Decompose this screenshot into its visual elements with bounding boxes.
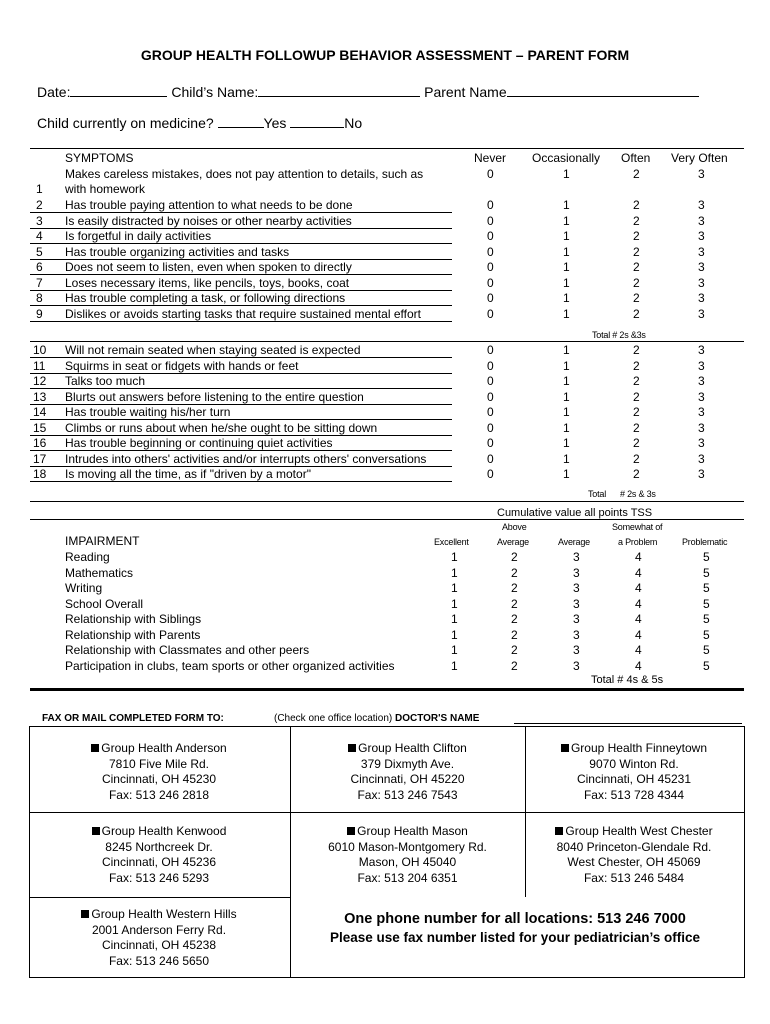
rating-option[interactable]: 1	[451, 658, 458, 673]
rating-option[interactable]: 3	[573, 627, 580, 642]
rating-option[interactable]: 2	[633, 343, 640, 357]
office-fax: Fax: 513 728 4344	[583, 787, 685, 802]
doctor-name-label: DOCTOR'S NAME	[395, 713, 480, 724]
rating-option[interactable]: 5	[703, 627, 710, 642]
rating-option[interactable]: 0	[487, 306, 494, 321]
rating-option[interactable]: 1	[451, 643, 458, 657]
rating-option[interactable]: 4	[635, 550, 642, 564]
symptom-text: Does not seem to listen, even when spoken to directly	[65, 260, 352, 274]
symptom-num: 15	[33, 420, 47, 435]
rating-option[interactable]: 3	[698, 198, 705, 212]
rating-option[interactable]: 0	[487, 436, 494, 450]
symptom-text: Has trouble paying attention to what needs to be done	[65, 198, 353, 212]
rating-option[interactable]: 4	[635, 643, 642, 657]
rating-option[interactable]: 3	[698, 467, 705, 481]
rating-option[interactable]: 5	[703, 612, 710, 626]
symptom-text: Has trouble waiting his/her turn	[65, 405, 231, 419]
total-2s-3s-a: Total # 2s &3s	[592, 330, 646, 340]
symptom-text: Squirms in seat or fidgets with hands or feet	[65, 358, 299, 373]
rating-option[interactable]: 3	[698, 405, 705, 419]
rating-option[interactable]: 5	[703, 565, 710, 580]
impairment-item: Mathematics	[65, 565, 134, 580]
office-name: Group Health Kenwood	[101, 824, 227, 838]
symptom-1-line1: Makes careless mistakes, does not pay attention to details, such as	[65, 167, 424, 181]
medicine-yes-field[interactable]	[218, 113, 264, 128]
rating-option[interactable]: 3	[573, 612, 580, 626]
rating-option[interactable]: 1	[563, 306, 570, 321]
rating-option[interactable]: 2	[633, 374, 640, 388]
rating-option[interactable]: 4	[635, 581, 642, 595]
rating-option[interactable]: 5	[703, 658, 710, 673]
rating-option[interactable]: 2	[633, 358, 640, 373]
divider	[30, 519, 744, 520]
checkbox-square-icon[interactable]	[81, 910, 89, 918]
rating-option[interactable]: 1	[563, 467, 570, 481]
rating-option[interactable]: 2	[633, 420, 640, 435]
rating-option[interactable]: 0	[487, 229, 494, 243]
rating-option[interactable]: 1	[563, 374, 570, 388]
office-street: 2001 Anderson Ferry Rd.	[91, 922, 227, 937]
rating-option[interactable]: 5	[703, 581, 710, 595]
rating-option[interactable]: 5	[703, 643, 710, 657]
scale-never: Never	[474, 151, 507, 165]
rating-option[interactable]: 3	[698, 229, 705, 243]
scale-often: Often	[621, 151, 651, 165]
fax-check-line	[274, 713, 479, 724]
office-fax: Fax: 513 246 5650	[108, 953, 210, 968]
scale-above-top: Above	[502, 522, 527, 532]
rating-option[interactable]: 2	[511, 596, 518, 611]
symptom-text: Is forgetful in daily activities	[65, 229, 212, 243]
rating-option[interactable]: 2	[633, 405, 640, 419]
phone-line-2: Please use fax number listed for your pediatrician’s office	[329, 930, 701, 945]
office-option[interactable]	[525, 824, 743, 886]
symptom-1-num: 1	[36, 182, 43, 196]
rating-option[interactable]: 0	[487, 420, 494, 435]
office-fax: Fax: 513 246 2818	[108, 787, 210, 802]
parent-name-label: Parent Name	[424, 84, 507, 100]
rating-option[interactable]: 0	[487, 451, 494, 466]
rating-option[interactable]: 3	[573, 643, 580, 657]
office-name: Group Health Clifton	[358, 741, 467, 755]
symptom-num: 10	[33, 343, 47, 357]
office-city: Cincinnati, OH 45230	[101, 772, 217, 786]
symptom-num: 9	[36, 306, 43, 321]
symptom-text: Is easily distracted by noises or other nearby activities	[65, 213, 352, 228]
symptom-num: 4	[36, 229, 43, 243]
symptom-text: Has trouble beginning or continuing quiet activities	[65, 436, 333, 450]
rating-option[interactable]: 3	[698, 358, 705, 373]
impairment-item: Relationship with Parents	[65, 627, 201, 642]
symptom-text: Has trouble completing a task, or following directions	[65, 291, 346, 305]
symptom-text: Dislikes or avoids starting tasks that require sustained mental effort	[65, 306, 421, 321]
rating-option[interactable]: 4	[635, 612, 642, 626]
total-2s-3s-b: # 2s & 3s	[620, 489, 656, 499]
rating-option[interactable]: 5	[703, 596, 710, 611]
grid-line	[30, 812, 744, 813]
rating-option[interactable]: 1	[563, 389, 570, 404]
symptom-1-often[interactable]: 2	[633, 167, 640, 181]
check-office-text: (Check one office location)	[274, 713, 393, 724]
rating-option[interactable]: 2	[511, 643, 518, 657]
parent-name-field[interactable]	[507, 82, 699, 97]
rating-option[interactable]: 1	[563, 213, 570, 228]
symptom-1-very-often[interactable]: 3	[698, 167, 705, 181]
impairment-item: Participation in clubs, team sports or other organized activities	[65, 658, 395, 673]
doctor-name-field[interactable]	[514, 723, 742, 724]
rating-option[interactable]: 3	[698, 275, 705, 290]
rating-option[interactable]: 3	[698, 374, 705, 388]
checkbox-square-icon[interactable]	[348, 744, 356, 752]
office-name: Group Health Western Hills	[91, 907, 237, 921]
symptom-text: Will not remain seated when staying seated is expected	[65, 343, 361, 357]
office-city: Cincinnati, OH 45231	[576, 772, 692, 786]
symptom-text: Has trouble organizing activities and tasks	[65, 244, 290, 259]
office-city: Mason, OH 45040	[358, 855, 457, 869]
office-option[interactable]	[290, 824, 525, 886]
scale-somewhat-top: Somewhat of	[612, 522, 663, 532]
rating-option[interactable]: 1	[563, 343, 570, 357]
office-option[interactable]	[29, 741, 289, 803]
office-fax: Fax: 513 204 6351	[357, 870, 458, 885]
office-name-line	[525, 741, 743, 757]
rating-option[interactable]: 3	[573, 596, 580, 611]
symptom-num: 17	[33, 451, 47, 466]
rating-option[interactable]: 0	[487, 198, 494, 212]
symptom-num: 8	[36, 291, 43, 305]
rating-option[interactable]: 1	[563, 198, 570, 212]
checkbox-square-icon[interactable]	[555, 827, 563, 835]
office-name-line	[290, 824, 525, 840]
office-name: Group Health West Chester	[565, 824, 713, 838]
symptom-text: Talks too much	[65, 374, 146, 388]
office-street: 6010 Mason-Montgomery Rd.	[328, 839, 487, 854]
symptom-1-line2: with homework	[65, 182, 146, 196]
rating-option[interactable]: 1	[451, 612, 458, 626]
cumulative-tss: Cumulative value all points TSS	[497, 507, 653, 519]
rating-option[interactable]: 3	[698, 306, 705, 321]
scale-problematic: Problematic	[682, 537, 728, 547]
rating-option[interactable]: 3	[698, 436, 705, 450]
rating-option[interactable]: 2	[511, 612, 518, 626]
scale-occasionally: Occasionally	[532, 151, 601, 165]
form-title: GROUP HEALTH FOLLOWUP BEHAVIOR ASSESSMENT – PARENT FORM	[140, 47, 630, 63]
thick-divider	[30, 688, 744, 691]
checkbox-square-icon[interactable]	[92, 827, 100, 835]
symptom-num: 18	[33, 467, 47, 481]
rating-option[interactable]: 3	[698, 389, 705, 404]
rating-option[interactable]: 2	[633, 451, 640, 466]
rating-option[interactable]: 3	[573, 658, 580, 673]
symptom-text: Intrudes into others' activities and/or interrupts others' conversations	[65, 451, 427, 466]
medicine-label: Child currently on medicine?	[37, 115, 214, 131]
rating-option[interactable]: 1	[451, 581, 458, 595]
rating-option[interactable]: 2	[633, 198, 640, 212]
rating-option[interactable]: 2	[633, 467, 640, 481]
office-street: 9070 Winton Rd.	[589, 756, 679, 771]
office-city: Cincinnati, OH 45236	[101, 855, 217, 869]
office-fax: Fax: 513 246 5293	[108, 870, 210, 885]
rating-option[interactable]: 1	[563, 436, 570, 450]
symptom-num: 7	[36, 275, 43, 290]
rating-option[interactable]: 1	[563, 405, 570, 419]
rating-option[interactable]: 2	[633, 275, 640, 290]
rating-option[interactable]: 1	[451, 550, 458, 564]
symptom-num: 16	[33, 436, 47, 450]
scale-above-average: Average	[497, 537, 529, 547]
rating-option[interactable]: 3	[698, 343, 705, 357]
office-name-line	[29, 741, 289, 757]
rating-option[interactable]: 0	[487, 374, 494, 388]
rating-option[interactable]: 3	[698, 420, 705, 435]
symptom-num: 6	[36, 260, 43, 274]
rating-option[interactable]: 3	[698, 260, 705, 274]
office-option[interactable]	[29, 824, 289, 886]
rating-option[interactable]: 2	[633, 213, 640, 228]
scale-very-often: Very Often	[671, 151, 728, 165]
date-field[interactable]	[70, 82, 167, 97]
symptom-text: Is moving all the time, as if "driven by a motor"	[65, 467, 311, 481]
divider	[30, 148, 744, 149]
rating-option[interactable]: 3	[698, 213, 705, 228]
symptom-1-never[interactable]: 0	[487, 167, 494, 181]
rating-option[interactable]: 4	[635, 596, 642, 611]
scale-excellent: Excellent	[434, 537, 469, 547]
symptom-text: Loses necessary items, like pencils, toys, books, coat	[65, 275, 350, 290]
symptom-num: 2	[36, 198, 43, 212]
office-option[interactable]	[290, 741, 525, 803]
rating-option[interactable]: 1	[451, 565, 458, 580]
office-city: West Chester, OH 45069	[567, 855, 701, 869]
rating-option[interactable]: 1	[563, 291, 570, 305]
rating-option[interactable]: 2	[511, 581, 518, 595]
office-street: 379 Dixmyth Ave.	[360, 756, 455, 771]
rating-option[interactable]: 0	[487, 213, 494, 228]
rating-option[interactable]: 1	[563, 420, 570, 435]
rating-option[interactable]: 3	[573, 565, 580, 580]
office-street: 8245 Northcreek Dr.	[105, 839, 213, 854]
rating-option[interactable]: 1	[451, 627, 458, 642]
impairment-header: IMPAIRMENT	[65, 534, 140, 548]
office-street: 7810 Five Mile Rd.	[108, 756, 210, 771]
office-option[interactable]	[29, 907, 289, 969]
rating-option[interactable]: 2	[633, 389, 640, 404]
rating-option[interactable]: 1	[563, 244, 570, 259]
medicine-no-field[interactable]	[290, 113, 344, 128]
rating-option[interactable]: 4	[635, 658, 642, 673]
rating-option[interactable]: 0	[487, 244, 494, 259]
rating-option[interactable]: 1	[563, 229, 570, 243]
rating-option[interactable]: 0	[487, 358, 494, 373]
header-line	[37, 82, 699, 100]
office-city: Cincinnati, OH 45238	[101, 938, 217, 952]
rating-option[interactable]: 0	[487, 260, 494, 274]
symptom-num: 13	[33, 389, 47, 404]
yes-label: Yes	[263, 115, 287, 131]
office-name-line	[29, 907, 289, 923]
office-name: Group Health Anderson	[101, 741, 227, 755]
rating-option[interactable]: 3	[573, 581, 580, 595]
rating-option[interactable]: 2	[511, 627, 518, 642]
rating-option[interactable]: 5	[703, 550, 710, 564]
rating-option[interactable]: 2	[511, 550, 518, 564]
symptom-num: 12	[33, 374, 47, 388]
rating-option[interactable]: 0	[487, 343, 494, 357]
child-name-field[interactable]	[258, 82, 420, 97]
fax-label: FAX OR MAIL COMPLETED FORM TO:	[42, 713, 224, 724]
checkbox-square-icon[interactable]	[91, 744, 99, 752]
phone-line-1: One phone number for all locations: 513 246 7000	[344, 911, 686, 927]
rating-option[interactable]: 2	[633, 291, 640, 305]
divider	[30, 341, 744, 342]
rating-option[interactable]: 0	[487, 291, 494, 305]
impairment-item: Writing	[65, 581, 103, 595]
rating-option[interactable]: 1	[563, 451, 570, 466]
rating-option[interactable]: 2	[633, 306, 640, 321]
office-name-line	[525, 824, 743, 840]
impairment-item: Reading	[65, 550, 110, 564]
symptom-num: 5	[36, 244, 43, 259]
rating-option[interactable]: 1	[563, 260, 570, 274]
rating-option[interactable]: 1	[451, 596, 458, 611]
symptom-num: 11	[33, 358, 46, 373]
row-underline	[30, 321, 452, 322]
medicine-line	[37, 113, 362, 131]
rating-option[interactable]: 3	[573, 550, 580, 564]
rating-option[interactable]: 0	[487, 405, 494, 419]
symptom-text: Climbs or runs about when he/she ought to be sitting down	[65, 420, 378, 435]
rating-option[interactable]: 0	[487, 275, 494, 290]
no-label: No	[344, 115, 363, 131]
office-fax: Fax: 513 246 7543	[357, 787, 458, 802]
impairment-item: Relationship with Classmates and other peers	[65, 643, 310, 657]
checkbox-square-icon[interactable]	[347, 827, 355, 835]
total-label-b: Total	[588, 489, 607, 499]
office-name-line	[29, 824, 289, 840]
rating-option[interactable]: 3	[698, 244, 705, 259]
scale-somewhat-problem: a Problem	[618, 537, 658, 547]
office-option[interactable]	[525, 741, 743, 803]
rating-option[interactable]: 0	[487, 389, 494, 404]
rating-option[interactable]: 2	[511, 565, 518, 580]
symptom-num: 3	[36, 213, 43, 228]
total-4s-5s: Total # 4s & 5s	[591, 674, 664, 686]
rating-option[interactable]: 2	[633, 436, 640, 450]
rating-option[interactable]: 3	[698, 451, 705, 466]
office-name-line	[290, 741, 525, 757]
rating-option[interactable]: 0	[487, 467, 494, 481]
date-label: Date:	[37, 84, 71, 100]
rating-option[interactable]: 3	[698, 291, 705, 305]
office-fax: Fax: 513 246 5484	[583, 870, 685, 885]
rating-option[interactable]: 2	[511, 658, 518, 673]
grid-line	[30, 897, 290, 898]
rating-option[interactable]: 4	[635, 627, 642, 642]
symptoms-header: SYMPTOMS	[65, 151, 134, 165]
symptom-num: 14	[33, 405, 47, 419]
office-street: 8040 Princeton-Glendale Rd.	[556, 839, 712, 854]
impairment-item: Relationship with Siblings	[65, 612, 202, 626]
child-name-label: Child’s Name:	[171, 84, 259, 100]
divider	[30, 501, 744, 502]
impairment-item: School Overall	[65, 596, 144, 611]
rating-option[interactable]: 1	[563, 358, 570, 373]
row-underline	[30, 481, 452, 482]
rating-option[interactable]: 2	[633, 260, 640, 274]
scale-average: Average	[558, 537, 590, 547]
checkbox-square-icon[interactable]	[561, 744, 569, 752]
rating-option[interactable]: 2	[633, 244, 640, 259]
rating-option[interactable]: 2	[633, 229, 640, 243]
office-city: Cincinnati, OH 45220	[350, 772, 465, 786]
rating-option[interactable]: 1	[563, 275, 570, 290]
rating-option[interactable]: 4	[635, 565, 642, 580]
office-name: Group Health Finneytown	[570, 741, 708, 755]
symptom-text: Blurts out answers before listening to the entire question	[65, 389, 364, 404]
office-name: Group Health Mason	[357, 824, 468, 838]
symptom-1-occasionally[interactable]: 1	[563, 167, 570, 181]
